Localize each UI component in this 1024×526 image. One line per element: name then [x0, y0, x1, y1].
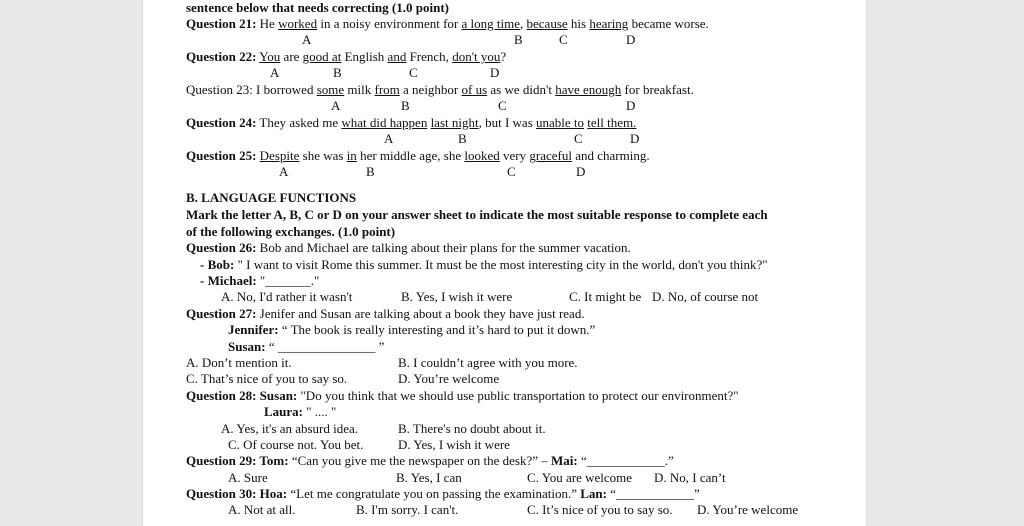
- q29-answer-b: B. Yes, I can: [396, 470, 462, 485]
- q29-answer-a: A. Sure: [228, 470, 268, 485]
- q26-answer-d: D. No, of course not: [652, 289, 759, 304]
- q22-option-b: good at: [302, 49, 342, 64]
- q27-label: Question 27:: [186, 306, 257, 321]
- q28-answer-a: A. Yes, it's an absurd idea.: [221, 421, 359, 436]
- q22-letter-b: B: [333, 65, 342, 80]
- q27-susan-line: Susan: “ _______________ ”: [228, 339, 385, 354]
- q25-option-b: in: [346, 148, 357, 163]
- q26-michael-line: - Michael: "_______.": [200, 273, 320, 288]
- q26-label: Question 26:: [186, 240, 257, 255]
- q28-label: Question 28:: [186, 388, 257, 403]
- question-22: Question 22: You are good at English and French, don't you?: [186, 49, 507, 64]
- q24-option-d: tell them.: [587, 115, 637, 130]
- q24-option-c: unable to: [536, 115, 585, 130]
- q27-answer-a: A. Don’t mention it.: [186, 355, 292, 370]
- q25-letter-a: A: [279, 164, 289, 179]
- intro-line: sentence below that needs correcting (1.0 point): [186, 0, 449, 15]
- question-27: Question 27: Jenifer and Susan are talking about a book they have just read.: [186, 306, 585, 321]
- q28-answer-c: C. Of course not. You bet.: [228, 437, 364, 452]
- q22-letter-d: D: [490, 65, 500, 80]
- q28-answer-d: D. Yes, I wish it were: [398, 437, 510, 452]
- q27-answer-d: D. You’re welcome: [398, 371, 500, 386]
- q25-label: Question 25:: [186, 148, 257, 163]
- q30-answer-b: B. I'm sorry. I can't.: [356, 502, 459, 517]
- q25-option-d: graceful: [529, 148, 572, 163]
- q27-jennifer-line: Jennifer: “ The book is really interesting and it’s hard to put it down.”: [228, 322, 596, 337]
- q23-letter-b: B: [401, 98, 410, 113]
- q23-option-c: of us: [461, 82, 488, 97]
- q25-letter-d: D: [576, 164, 586, 179]
- q28-answer-b: B. There's no doubt about it.: [398, 421, 546, 436]
- instruction-line-1: Mark the letter A, B, C or D on your answer sheet to indicate the most suitable response to complete each: [186, 207, 768, 222]
- q24-option-a: what did happen: [341, 115, 428, 130]
- question-26: Question 26: Bob and Michael are talking about their plans for the summer vacation.: [186, 240, 631, 255]
- q26-bob-line: - Bob: " I want to visit Rome this summer. It must be the most interesting city in the world, don't you think?": [200, 257, 768, 272]
- q21-letter-c: C: [559, 32, 568, 47]
- q28-laura-line: Laura: " .... ": [264, 404, 337, 419]
- q30-answer-d: D. You’re welcome: [697, 502, 799, 517]
- q21-option-a: worked: [278, 16, 318, 31]
- question-24: Question 24: They asked me what did happen last night, but I was unable to tell them.: [186, 115, 637, 130]
- q23-letter-a: A: [331, 98, 341, 113]
- q27-answer-c: C. That’s nice of you to say so.: [186, 371, 348, 386]
- q21-letter-b: B: [514, 32, 523, 47]
- q22-option-d: don't you: [452, 49, 501, 64]
- q21-letter-a: A: [302, 32, 312, 47]
- question-23: Question 23: I borrowed some milk from a neighbor of us as we didn't have enough for breakfast.: [186, 82, 694, 97]
- question-29: Question 29: Tom: “Can you give me the newspaper on the desk?” – Mai: “____________.”: [186, 453, 674, 468]
- question-25: Question 25: Despite she was in her middle age, she looked very graceful and charming.: [186, 148, 650, 163]
- q25-letter-c: C: [507, 164, 516, 179]
- instruction-line-2: of the following exchanges. (1.0 point): [186, 224, 396, 239]
- q30-answer-a: A. Not at all.: [228, 502, 296, 517]
- q21-option-b: a long time: [461, 16, 521, 31]
- q22-letter-a: A: [270, 65, 280, 80]
- q24-letter-a: A: [384, 131, 394, 146]
- q22-label: Question 22:: [186, 49, 257, 64]
- q24-letter-d: D: [630, 131, 640, 146]
- q26-answer-b: B. Yes, I wish it were: [401, 289, 513, 304]
- q22-letter-c: C: [409, 65, 418, 80]
- q23-option-d: have enough: [555, 82, 622, 97]
- question-21: Question 21: He worked in a noisy environment for a long time, because his hearing became worse.: [186, 16, 709, 31]
- q27-answer-b: B. I couldn’t agree with you more.: [398, 355, 578, 370]
- q24-letter-b: B: [458, 131, 467, 146]
- q24-option-b: last night: [430, 115, 479, 130]
- q22-option-c: and: [387, 49, 407, 64]
- q25-letter-b: B: [366, 164, 375, 179]
- q30-label: Question 30:: [186, 486, 257, 501]
- q30-answer-c: C. It’s nice of you to say so.: [527, 502, 673, 517]
- q29-answer-c: C. You are welcome: [527, 470, 633, 485]
- q23-option-b: from: [374, 82, 400, 97]
- q29-label: Question 29:: [186, 453, 257, 468]
- q25-option-c: looked: [464, 148, 500, 163]
- q21-letter-d: D: [626, 32, 636, 47]
- q26-answer-c: C. It might be: [569, 289, 642, 304]
- question-28: Question 28: Susan: "Do you think that we should use public transportation to protect our environment?": [186, 388, 739, 403]
- q24-letter-c: C: [574, 131, 583, 146]
- q23-letter-d: D: [626, 98, 636, 113]
- q24-label: Question 24:: [186, 115, 257, 130]
- section-b-heading: B. LANGUAGE FUNCTIONS: [186, 190, 357, 205]
- q21-option-d: hearing: [589, 16, 629, 31]
- q26-answer-a: A. No, I'd rather it wasn't: [221, 289, 353, 304]
- question-30: Question 30: Hoa: “Let me congratulate you on passing the examination.” Lan: “____________”: [186, 486, 700, 501]
- q21-option-c: because: [526, 16, 568, 31]
- q21-label: Question 21:: [186, 16, 257, 31]
- q25-option-a: Despite: [259, 148, 300, 163]
- q23-letter-c: C: [498, 98, 507, 113]
- q23-option-a: some: [316, 82, 345, 97]
- q22-option-a: You: [259, 49, 281, 64]
- q29-answer-d: D. No, I can’t: [654, 470, 726, 485]
